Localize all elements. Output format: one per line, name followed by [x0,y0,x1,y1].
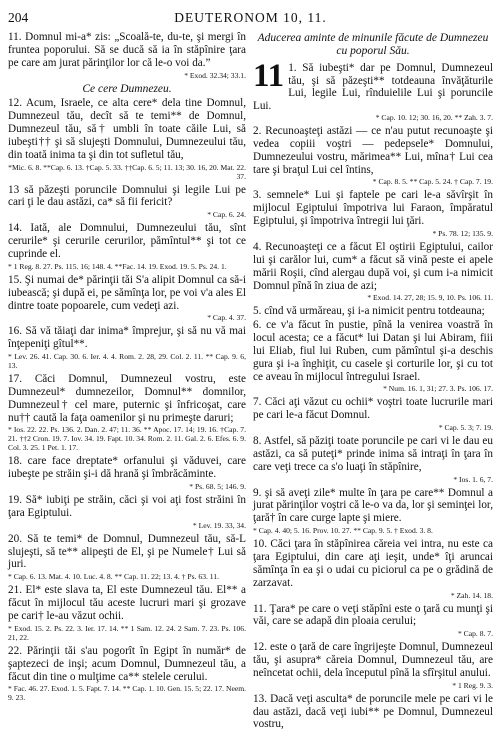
verse-text: 9. şi să aveţi zile* multe în ţara pe care** Domnul a jurat părinţilor voştri că le-o va da, lor şi seminţei lor, ţară† în care curge lapte şi miere. [253,486,493,525]
cross-reference: * Cap. 5. 3; 7. 19. [438,423,493,433]
running-head: DEUTERONOM 10, 11. [174,10,327,25]
verse-text: 4. Recunoaşteţi ce a făcut El oştirii Egiptului, cailor lui şi carălor lui, cum* a făcut să vină peste ei apele mării Roşii, cînd alergau după voi, şi cum i-a nimicit Domnul pînă în ziua de azi; [253,240,493,292]
verse-text: 14. Iată, ale Domnului, Dumnezeului tău, sînt cerurile* şi cerurile cerurilor, pămîntul** şi tot ce cuprinde el. [8,222,246,260]
section-heading: Ce cere Dumnezeu. [82,82,172,95]
verse-text: 8. Astfel, să păziţi toate poruncile pe cari vi le dau eu astăzi, ca să puteţi* prinde inima să intraţi în ţara în care veţi trece ca s'o luaţi în stăpînire, [253,435,493,473]
verse-text: 10. Căci ţara în stăpînirea căreia vei intra, nu este ca ţara Egiptului, din care aţi ieşit, unde* îţi aruncai sămînţa în ea şi o udai cu piciorul ca pe o grădină de zarzavat. [253,538,493,589]
cross-reference: * Lev. 19. 33, 34. [192,520,246,530]
cross-reference: * Exod. 32.34; 33.1. [184,70,246,80]
cross-reference: * Num. 16. 1, 31; 27. 3. Ps. 106. 17. [383,384,493,394]
cross-reference: * 1 Reg. 9. 3. [452,680,493,690]
cross-reference: * Cap. 6. 13. Mat. 4. 10. Luc. 4. 8. ** Cap. 11. 22; 13. 4. † Ps. 63. 11. [8,572,220,582]
verse-text: 12. Acum, Israele, ce alta cere* dela tine Domnul, Dumnezeul tău, decît să te temi** de Domnul, Dumnezeul tău, să† umbli în toate căile Lui, să iubeşti†† şi să slujeşti Domnului, Dumnezeului tău, din toată inima ta şi din tot sufletul tău, [8,97,246,161]
verse-text: 12. este o ţară de care îngrijeşte Domnul, Dumnezeul tău, şi asupra* căreia Domnul, Dumnezeul tău, are neîncetat ochii, dela începutul pînă la sfîrşitul anului. [253,641,493,679]
verse-text: 20. Să te temi* de Domnul, Dumnezeul tău, să-L slujeşti, să te** alipeşti de El, şi pe Numele† Lui să juri. [8,532,246,571]
cross-reference: * 1 Reg. 8. 27. Ps. 115. 16; 148. 4. **Fac. 14. 19. Exod. 19. 5. Ps. 24. 1. [8,261,227,271]
two-column-text [8,31,493,732]
cross-reference: * Exod. 15. 2. Ps. 22. 3. Ier. 17. 14. ** 1 Sam. 12. 24. 2 Sam. 7. 23. Ps. 106. 21, 22. [8,623,246,642]
cross-reference: *Mic. 6. 8. **Cap. 6. 13. †Cap. 5. 33. ††Cap. 6. 5; 11. 13; 30. 16, 20. Mat. 22. 37. [8,162,246,181]
cross-reference: * Cap. 4. 40; 5. 16. Prov. 10. 27. ** Cap. 9. 5. † Exod. 3. 8. [253,526,433,536]
cross-reference: * Cap. 4. 37. [207,313,246,323]
verse-text: 3. semnele* Lui şi faptele pe cari le-a săvîrşit în mijlocul Egiptului împotriva lui Faraon, împăratul Egiptului, şi împotriva întregii lui ţări. [253,189,493,228]
cross-reference: * Ios. 22. 22. Ps. 136. 2. Dan. 2. 47; 11. 36. ** Apoc. 17. 14; 19. 16. †Cap. 7. 21. ††2 Cron. 19. 7. Iov. 34. 19. Fapt. 10. 34. Rom. 2. 11. Gal. 2. 6. Efes. 6. 9. Col. 3. 25. 1 Pet. 1. 17. [8,425,246,453]
verse-text: 16. Să vă tăiaţi dar inima* împrejur, şi să nu vă mai înţepeniţi gîtul**. [8,325,246,351]
cross-reference: * Fac. 46. 27. Exod. 1. 5. Fapt. 7. 14. ** Cap. 1. 10. Gen. 15. 5; 22. 17. Neem. 9. 23. [8,684,246,703]
verse-text: 1. Să iubeşti* dar pe Domnul, Dumnezeul tău, şi să păzeşti** totdeauna învăţăturile Lui, legile Lui, rînduielile Lui şi poruncile Lui. [253,61,493,113]
verse-text: 6. ce v'a făcut în pustie, pînă la venirea voastră în locul acesta; ce a făcut* lui Datan şi lui Abiram, fiii lui Eliab, fiul lui Ruben, cum pămîntul şi-a deschis gura şi i-a înghiţit, cu casele şi corturile lor, şi cu tot ce aveau în mijlocul întregului Israel. [253,319,493,383]
page-number: 204 [8,10,29,25]
cross-reference: * Ps. 78. 12; 135. 9. [432,228,493,238]
cross-reference: * Cap. 6. 24. [207,210,246,220]
verse-text: 2. Recunoaşteţi astăzi — ce n'au putut recunoaşte şi vedea copiii voştri — pedepsele* Domnului, Dumnezeului vostru, mărimea** Lui, mîna† Lui cea tare şi braţul Lui cel întins, [253,125,493,176]
verse-text: 7. Căci aţi văzut cu ochii* voştri toate lucrurile mari pe cari le-a făcut Domnul. [253,396,493,422]
verse-text: 5. cînd vă urmăreau, şi i-a nimicit pentru totdeauna; [253,305,485,318]
verse-text: 17. Căci Domnul, Dumnezeul vostru, este Dumnezeul* dumnezeilor, Domnul** domnilor, Dumnezeul† cel mare, puternic şi înfricoşat, care nu†† caută la faţa oamenilor şi nu primeşte daruri; [8,373,246,424]
left-column [8,31,246,732]
verse-text: 11. Ţara* pe care o veţi stăpîni este o ţară cu munţi şi văi, care se adapă din ploaia cerului; [253,602,493,628]
verse-text: 18. care face dreptate* orfanului şi văduvei, care iubeşte pe străin şi-i dă hrană şi îmbrăcăminte. [8,455,246,481]
cross-reference: * Ios. 1. 6, 7. [453,474,493,484]
cross-reference: * Cap. 8. 5. ** Cap. 5. 24. † Cap. 7. 19. [372,177,493,187]
cross-reference: * Lev. 26. 41. Cap. 30. 6. Ier. 4. 4. Rom. 2. 28, 29. Col. 2. 11. ** Cap. 9. 6, 13. [8,352,246,371]
verse-text: 13 să păzeşti poruncile Domnului şi legile Lui pe cari ţi le dau astăzi, ca* să fii fericit? [8,183,246,209]
chapter-intro-heading: Aducerea aminte de minunile făcute de Dumnezeu cu poporul Său. [257,32,489,57]
chapter-number: 11 [253,57,285,94]
cross-reference: * Exod. 14. 27, 28; 15. 9, 10. Ps. 106. 11. [367,293,493,303]
verse-text: 13. Dacă veţi asculta* de poruncile mele pe cari vi le dau astăzi, dacă veţi iubi** pe Domnul, Dumnezeul vostru, [253,692,493,731]
cross-reference: * Cap. 10. 12; 30. 16, 20. ** Zah. 3. 7. [375,113,493,123]
verse-text: 22. Părinţii tăi s'au pogorît în Egipt în număr* de şaptezeci de inşi; acum Domnul, Dumnezeul tău, a făcut din tine o mulţime ca** stelele cerului. [8,644,246,683]
verse-text: 19. Să* iubiţi pe străin, căci şi voi aţi fost străini în ţara Egiptului. [8,494,246,519]
verse-text: 11. Domnul mi-a* zis: „Scoală-te, du-te, şi mergi în fruntea poporului. Să se ducă să ia în stăpînire ţara pe care am jurat părinţilor lor că le-o voi da.” [8,31,246,69]
verse-text: 21. El* este slava ta, El este Dumnezeul tău. El** a făcut în mijlocul tău aceste lucruri mari şi grozave pe cari† le-au văzut ochii. [8,584,246,622]
cross-reference: * Cap. 8. 7. [457,629,493,639]
cross-reference: * Ps. 68. 5; 146. 9. [189,482,246,492]
verse-text: 15. Şi numai de* părinţii tăi S'a alipit Domnul ca să-i iubească; şi după ei, pe sămînţa lor, pe voi v'a ales El dintre toate popoarele, cum vedeţi azi. [8,273,246,312]
right-column [253,31,493,732]
cross-reference: * Zah. 14. 18. [450,590,493,600]
page-header [8,10,493,30]
chapter-opening [253,57,493,113]
